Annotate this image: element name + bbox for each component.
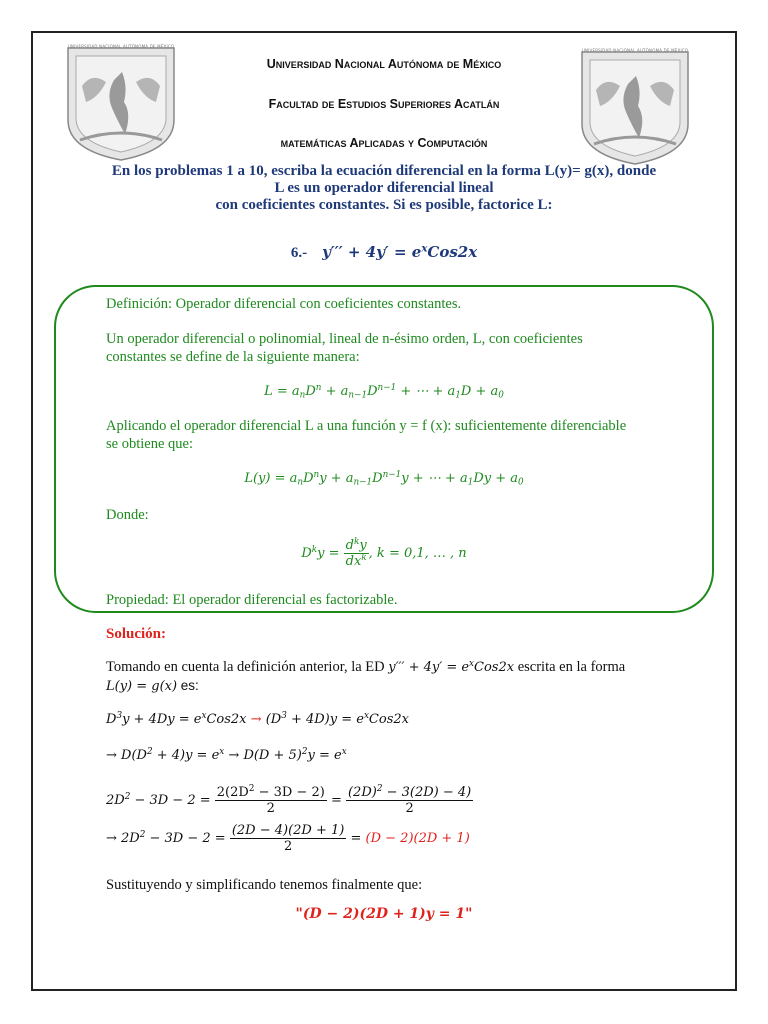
step-3: $2D^2 - 3D - 2$ = $\frac{2(2D^2 - 3D - 2)}{2}$ = $\frac{(2D)^2 - 3(2D) - 4)}{2}$ xyxy=(106,784,472,816)
intro-equation: $y''' + 4y' = e^xCos2x$ xyxy=(388,659,515,675)
operator-applied-formula: $L(y) = a_nD^ny + a_{n-1}D^{n-1}y$ + ⋯ + $a_1Dy + a_0$ xyxy=(244,470,524,488)
task-line-3: con coeficientes constantes. Si es posible, factorice L: xyxy=(215,197,553,213)
solution-intro-line-2 xyxy=(106,677,199,696)
intro-text-end: escrita en la forma xyxy=(517,659,626,675)
final-result: "(D − 2)(2D + 1)y = 1" xyxy=(295,906,473,922)
definition-para1-line1: Un operador diferencial o polinomial, lineal de n-ésimo orden, L, con coeficientes xyxy=(106,331,583,347)
definition-property: Propiedad: El operador diferencial es factorizable. xyxy=(106,592,398,608)
operator-formula: $L = a_nD^n + a_{n-1}D^{n-1}$ + ⋯ + $a_1D + a_0$ xyxy=(264,383,504,401)
step-4: → $2D^2 - 3D - 2$ = $\frac{(2D - 4)(2D + 1)}{2}$ = (D − 2)(2D + 1) xyxy=(106,823,470,854)
step-2: → $D(D^2 + 4)y = e^x \to D(D + 5)^2y = e^x$ xyxy=(106,747,347,763)
seal-left-lettering: UNIVERSIDAD NACIONAL AUTÓNOMA DE MÉXICO xyxy=(67,44,175,49)
problem-number: 6.- xyxy=(290,245,308,261)
problem-equation: $y''' + 4y' = e^xCos2x$ xyxy=(322,242,478,261)
task-line-2: L es un operador diferencial lineal xyxy=(274,180,494,196)
solution-conclusion: Sustituyendo y simplificando tenemos finalmente que: xyxy=(106,877,423,893)
step-1: $D^3y + 4Dy = e^xCos2x \to (D^3 + 4D)y = e^xCos2x$ xyxy=(106,711,409,727)
intro-es: es: xyxy=(180,678,199,693)
definition-para2-line2: se obtiene que: xyxy=(106,436,193,452)
program-name: matemáticas Aplicadas y Computación xyxy=(280,136,488,150)
university-name: Universidad Nacional Autónoma de México xyxy=(266,57,502,71)
seal-right-lettering: UNIVERSIDAD NACIONAL AUTÓNOMA DE MÉXICO xyxy=(581,48,689,53)
solution-label: Solución: xyxy=(106,626,167,642)
definition-para2-line1: Aplicando el operador diferencial L a una función y = f (x): suficientemente diferenciable xyxy=(106,418,627,434)
problem-statement xyxy=(0,243,768,262)
solution-intro-line-1 xyxy=(106,658,625,677)
definition-donde: Donde: xyxy=(106,507,149,523)
derivative-definition: $D^ky$ = $\frac{d^ky}{dx^k}$ , k = 0,1, … , n xyxy=(301,537,467,569)
definition-title: Definición: Operador diferencial con coeficientes constantes. xyxy=(106,296,462,312)
definition-para1-line2: constantes se define de la siguiente manera: xyxy=(106,349,360,365)
faculty-name: Facultad de Estudios Superiores Acatlán xyxy=(268,97,500,111)
intro-form: L(y) = g(x) xyxy=(106,679,178,694)
intro-text-start: Tomando en cuenta la definición anterior, la ED xyxy=(106,659,385,675)
task-line-1: En los problemas 1 a 10, escriba la ecuación diferencial en la forma L(y)= g(x), donde xyxy=(111,163,657,179)
